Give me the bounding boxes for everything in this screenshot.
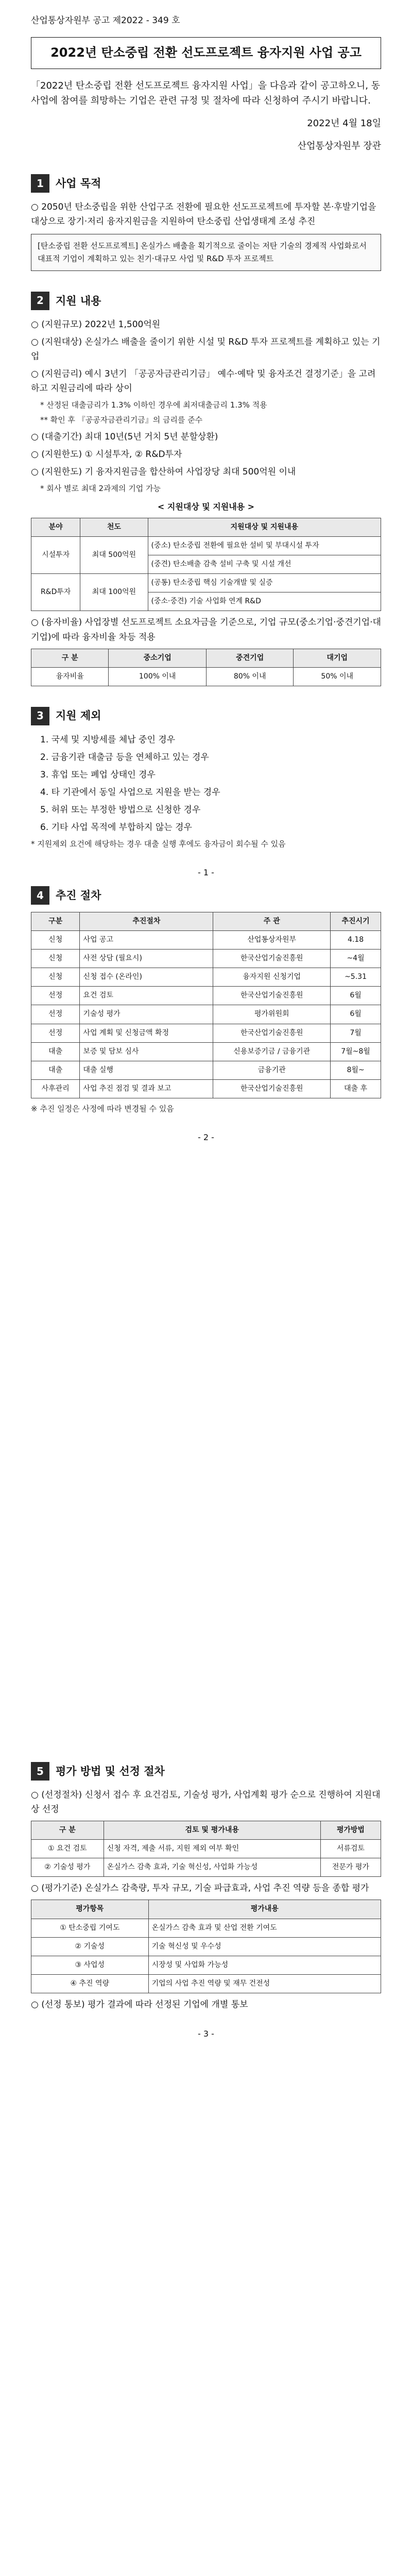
table-cell: 신청: [31, 968, 80, 987]
section-3-heading: [31, 707, 381, 725]
table-row: [31, 1840, 381, 1858]
table-cell: 보증 및 담보 심사: [80, 1042, 213, 1061]
section-5-heading: [31, 1762, 381, 1781]
table-header: 구 분: [31, 1821, 104, 1840]
section-number: 1: [31, 174, 49, 193]
page-2: [0, 866, 412, 1144]
table-row: [31, 1079, 381, 1098]
table-row: [31, 537, 381, 555]
table-row: [31, 950, 381, 968]
table-cell: 온실가스 감축 효과, 기술 혁신성, 사업화 가능성: [104, 1858, 320, 1877]
table-cell: 선정: [31, 1024, 80, 1042]
table-header: 추진시기: [331, 912, 381, 931]
support-table-caption: < 지원대상 및 지원내용 >: [157, 501, 255, 512]
table-cell: 신청: [31, 931, 80, 950]
notice-date: 2022년 4월 18일: [307, 118, 381, 129]
page-3: [0, 1741, 412, 2041]
section-4-heading: [31, 886, 381, 905]
table-cell: 6월: [331, 987, 381, 1005]
support-budget: ○ (지원규모) 2022년 1,500억원: [31, 319, 161, 330]
table-cell: 요건 검토: [80, 987, 213, 1005]
ratio-text: ○ (융자비율) 사업장별 선도프로젝트 소요자금을 기준으로, 기업 규모(중소기업·중견기업·대기업)에 따라 융자비율 차등 적용: [31, 617, 381, 642]
table-cell: 신용보증기금 / 금융기관: [213, 1042, 331, 1061]
table-cell: ② 기술성 평가: [31, 1858, 104, 1877]
table-cell: 사전 상담 (필요시): [80, 950, 213, 968]
table-header: 천도: [80, 518, 148, 537]
page-number: - 2 -: [198, 1132, 214, 1142]
selection-notice: ○ (선정 통보) 평가 결과에 따라 선정된 기업에 개별 통보: [31, 1999, 248, 2010]
review-table: [31, 1821, 381, 1877]
section-2-heading: [31, 292, 381, 310]
table-header: 중견기업: [206, 649, 294, 667]
table-cell: 한국산업기술진흥원: [213, 1024, 331, 1042]
loan-period: ○ (대출기간) 최대 10년(5년 거치 5년 분할상환): [31, 431, 218, 442]
section-title: 추진 절차: [56, 889, 101, 902]
table-cell: 온실가스 감축 효과 및 산업 전환 기여도: [148, 1919, 381, 1937]
eval-criteria: ○ (평가기준) 온실가스 감축량, 투자 규모, 기술 파급효과, 사업 추진 역량 등을 종합 평가: [31, 1883, 369, 1894]
support-target: ○ (지원대상) 온실가스 배출을 줄이기 위한 시설 및 R&D 투자 프로젝트를 계획하고 있는 기업: [31, 337, 381, 362]
section-title: 지원 내용: [56, 294, 101, 307]
table-row: [31, 1919, 381, 1937]
table-cell: 금융기관: [213, 1061, 331, 1079]
table-cell: (공통) 탄소중립 핵심 기술개발 및 실증: [148, 574, 381, 592]
table-cell: ④ 추진 역량: [31, 1974, 149, 1993]
table-cell: 대출 실행: [80, 1061, 213, 1079]
exclusion-item: 2. 금융기관 대출금 등을 연체하고 있는 경우: [40, 752, 209, 762]
table-cell: 7월: [331, 1024, 381, 1042]
table-header: 지원대상 및 지원내용: [148, 518, 381, 537]
notice-number: 산업통상자원부 공고 제2022 - 349 호: [31, 15, 180, 26]
table-cell: 사후관리: [31, 1079, 80, 1098]
table-row: [31, 1042, 381, 1061]
table-cell: 서류검토: [320, 1840, 381, 1858]
table-cell: 한국산업기술진흥원: [213, 1079, 331, 1098]
table-header: 중소기업: [109, 649, 206, 667]
table-header: 구 분: [31, 649, 109, 667]
purpose-text: ○ 2050년 탄소중립을 위한 산업구조 전환에 필요한 선도프로젝트에 투자할 본·후발기업을 대상으로 장기·저리 융자지원금을 지원하여 탄소중립 산업생태계 조성 추진: [31, 202, 376, 227]
table-row: [31, 1061, 381, 1079]
table-cell: 전문가 평가: [320, 1858, 381, 1877]
table-header: 평가방법: [320, 1821, 381, 1840]
table-row: [31, 667, 381, 686]
table-cell: 대출: [31, 1042, 80, 1061]
section-1-heading: [31, 174, 381, 193]
table-row: [31, 1974, 381, 1993]
definition-box: [탄소중립 전환 선도프로젝트] 온실가스 배출을 획기적으로 줄이는 저탄 기술의 경제적 사업화로서 대표적 기업이 계획하고 있는 친기·대규모 사업 및 R&D 투자 프로젝트: [31, 234, 381, 271]
table-cell: (중소) 탄소중립 전환에 필요한 설비 및 부대시설 투자: [148, 537, 381, 555]
table-row: [31, 968, 381, 987]
table-cell: 융자비율: [31, 667, 109, 686]
table-row: [31, 931, 381, 950]
table-cell: R&D투자: [31, 574, 80, 611]
table-cell: 신청 자격, 제출 서류, 지원 제외 여부 확인: [104, 1840, 320, 1858]
support-limit: ○ (지원한도) 기 융자지원금을 합산하여 사업장당 최대 500억원 이내: [31, 466, 296, 477]
support-interest: ○ (지원금리) 예시 3년기 「공공자금관리기금」 예수·예탁 및 융자조건 결정기준」을 고려하고 지원금리에 따라 상이: [31, 369, 376, 394]
table-cell: 산업통상자원부: [213, 931, 331, 950]
table-header: 주 관: [213, 912, 331, 931]
exclusion-note: * 지원제외 요건에 해당하는 경우 대출 실행 후에도 융자금이 회수될 수 있음: [31, 839, 286, 849]
table-header: 분야: [31, 518, 80, 537]
support-type: ○ (지원한도) ① 시설투자, ② R&D투자: [31, 449, 182, 460]
notice-author: 산업통상자원부 장관: [297, 140, 381, 151]
table-cell: 사업 공고: [80, 931, 213, 950]
notice-intro: 「2022년 탄소중립 전환 선도프로젝트 융자지원 사업」을 다음과 같이 공고하오니, 동 사업에 참여를 희망하는 기업은 관련 규정 및 절차에 따라 신청하여 주시기 바랍니다.: [31, 80, 381, 107]
section-title: 평가 방법 및 선정 절차: [56, 1765, 165, 1777]
section-number: 3: [31, 707, 49, 725]
table-cell: ① 요건 검토: [31, 1840, 104, 1858]
table-cell: 최대 100억원: [80, 574, 148, 611]
notice-title: 2022년 탄소중립 전환 선도프로젝트 융자지원 사업 공고: [31, 37, 381, 69]
table-row: [31, 1005, 381, 1024]
exclusion-item: 4. 타 기관에서 동일 사업으로 지원을 받는 경우: [40, 787, 220, 798]
exclusion-item: 6. 기타 사업 목적에 부합하지 않는 경우: [40, 822, 192, 833]
table-cell: 한국산업기술진흥원: [213, 987, 331, 1005]
table-cell: 대출: [31, 1061, 80, 1079]
table-cell: ② 기술성: [31, 1937, 149, 1956]
interest-note-2: ** 확인 후 『공공자금관리기금』의 금리를 준수: [40, 415, 203, 425]
table-cell: (중소·중견) 기술 사업화 연계 R&D: [148, 592, 381, 611]
table-header: 구분: [31, 912, 80, 931]
table-cell: 시설투자: [31, 537, 80, 574]
ratio-table: [31, 649, 381, 686]
table-cell: 사업 계획 및 신청금액 확정: [80, 1024, 213, 1042]
section-number: 5: [31, 1762, 49, 1781]
table-header: 검토 및 평가내용: [104, 1821, 320, 1840]
table-cell: 기술성 평가: [80, 1005, 213, 1024]
table-header: 대기업: [294, 649, 381, 667]
table-cell: 평가위원회: [213, 1005, 331, 1024]
table-cell: 최대 500억원: [80, 537, 148, 574]
section-number: 4: [31, 886, 49, 905]
table-row: [31, 574, 381, 592]
table-row: [31, 1956, 381, 1974]
table-cell: 선정: [31, 987, 80, 1005]
table-cell: 80% 이내: [206, 667, 294, 686]
table-cell: 50% 이내: [294, 667, 381, 686]
table-cell: 4.18: [331, 931, 381, 950]
page-number: - 1 -: [198, 867, 214, 877]
section-title: 지원 제외: [56, 709, 101, 722]
table-header: 평가항목: [31, 1900, 149, 1919]
eval-table: [31, 1900, 381, 1993]
table-cell: 8월~: [331, 1061, 381, 1079]
table-cell: 신청: [31, 950, 80, 968]
table-cell: 기술 혁신성 및 우수성: [148, 1937, 381, 1956]
table-cell: 한국산업기술진흥원: [213, 950, 331, 968]
process-table: [31, 912, 381, 1098]
table-row: [31, 987, 381, 1005]
section-title: 사업 목적: [56, 177, 101, 190]
process-note: ※ 추진 일정은 사정에 따라 변경될 수 있음: [31, 1104, 174, 1113]
table-row: [31, 1858, 381, 1877]
selection-intro: ○ (선정절차) 신청서 접수 후 요건검토, 기술성 평가, 사업계획 평가 순으로 진행하여 지원대상 선정: [31, 1790, 381, 1815]
exclusion-item: 3. 휴업 또는 폐업 상태인 경우: [40, 769, 156, 780]
page-1: [0, 0, 412, 879]
table-row: [31, 1024, 381, 1042]
interest-note-1: * 산정된 대출금리가 1.3% 이하인 경우에 최저대출금리 1.3% 적용: [40, 400, 267, 410]
page-number: - 3 -: [198, 2028, 214, 2039]
table-cell: 선정: [31, 1005, 80, 1024]
table-cell: ③ 사업성: [31, 1956, 149, 1974]
table-row: [31, 1937, 381, 1956]
table-cell: 기업의 사업 추진 역량 및 재무 건전성: [148, 1974, 381, 1993]
table-header: 추진절차: [80, 912, 213, 931]
exclusion-item: 1. 국세 및 지방세를 체납 중인 경우: [40, 734, 176, 745]
support-table: [31, 518, 381, 611]
table-cell: 100% 이내: [109, 667, 206, 686]
table-cell: ~4월: [331, 950, 381, 968]
section-number: 2: [31, 292, 49, 310]
exclusion-item: 5. 허위 또는 부정한 방법으로 신청한 경우: [40, 804, 201, 815]
table-cell: (중견) 탄소배출 감축 설비 구축 및 시설 개선: [148, 555, 381, 574]
table-cell: 시장성 및 사업화 가능성: [148, 1956, 381, 1974]
table-cell: 사업 추진 점검 및 결과 보고: [80, 1079, 213, 1098]
table-cell: 융자지원 신청기업: [213, 968, 331, 987]
table-cell: 대출 후: [331, 1079, 381, 1098]
table-cell: ~5.31: [331, 968, 381, 987]
limit-note: * 회사 별로 최대 2과제의 기업 가능: [40, 483, 161, 493]
table-cell: 신청 접수 (온라인): [80, 968, 213, 987]
table-cell: 6월: [331, 1005, 381, 1024]
table-cell: ① 탄소중립 기여도: [31, 1919, 149, 1937]
table-cell: 7월~8월: [331, 1042, 381, 1061]
table-header: 평가내용: [148, 1900, 381, 1919]
